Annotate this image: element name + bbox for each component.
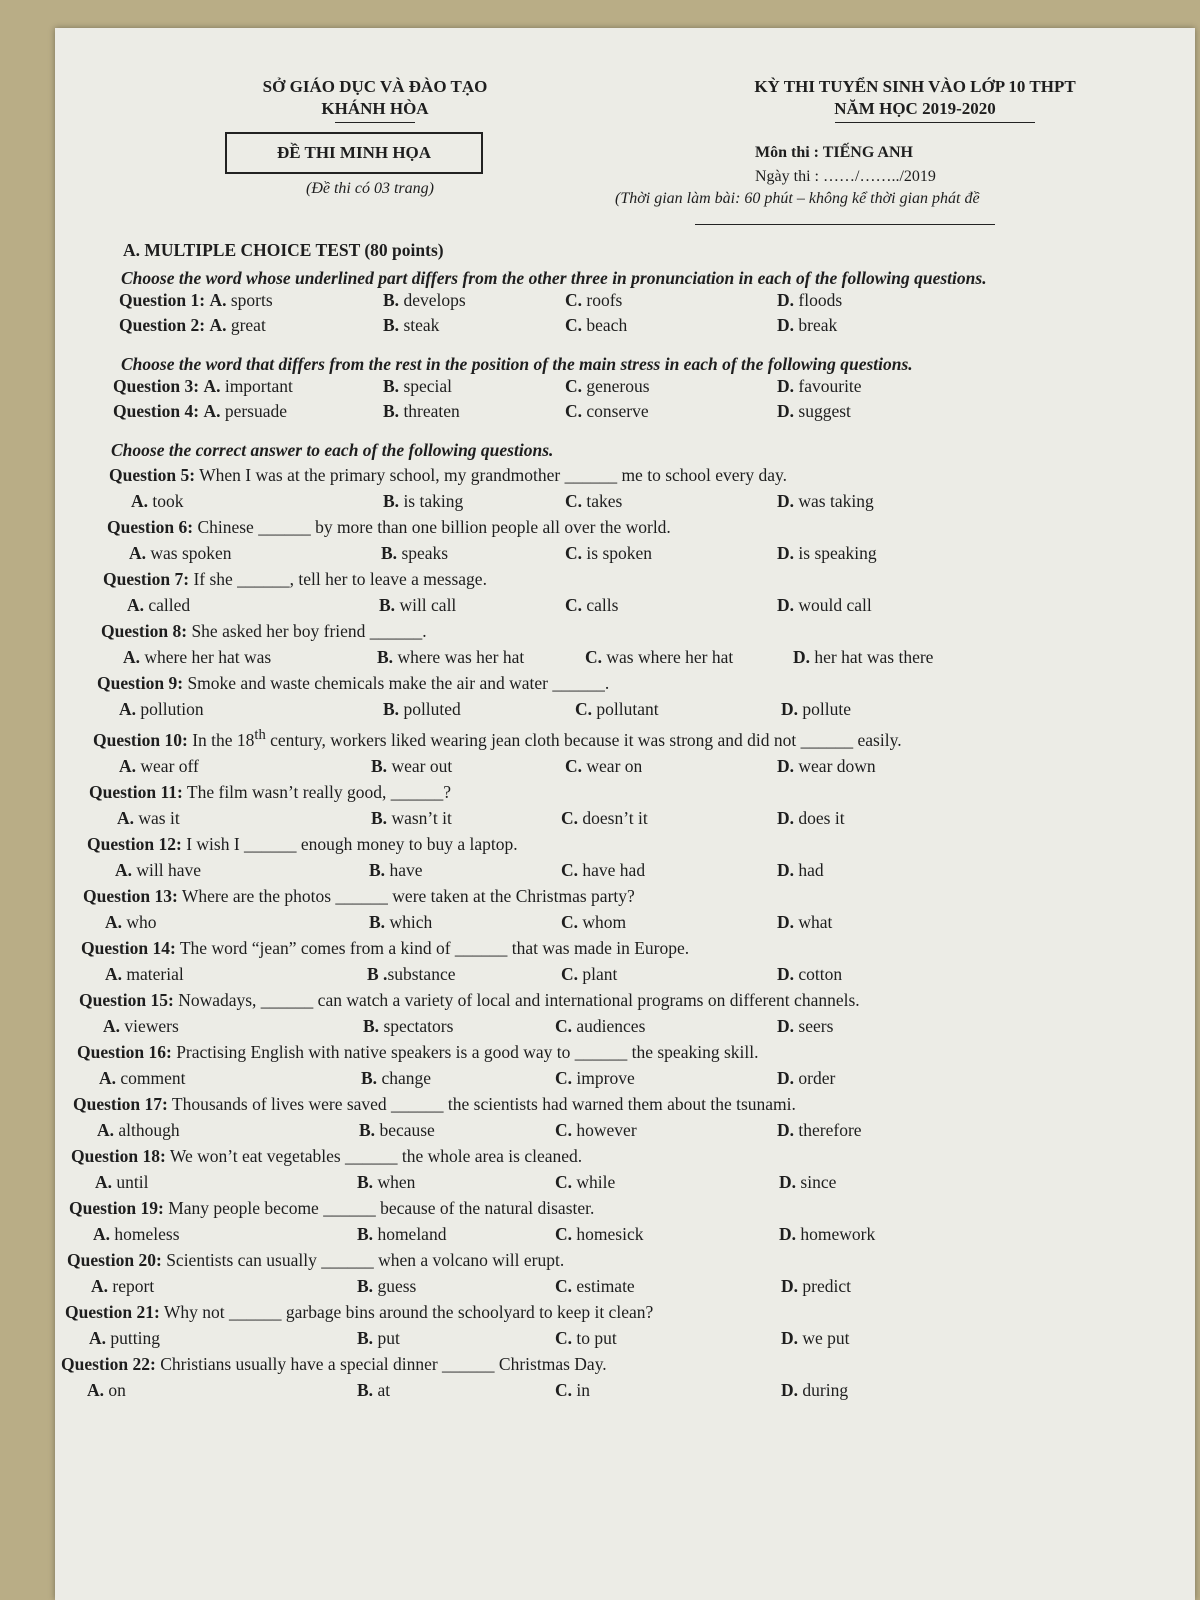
- question-stem: I wish I ______ enough money to buy a laptop.: [186, 833, 518, 854]
- department-header: [205, 76, 545, 123]
- option-d: D. suggest: [777, 401, 851, 421]
- option-d: D. during: [781, 1379, 849, 1400]
- option-b: B. homeland: [357, 1223, 447, 1244]
- option-c: C. wear on: [565, 755, 643, 776]
- option-c: C. while: [555, 1171, 616, 1192]
- question-9: [65, 670, 1185, 722]
- question-label: Question 19:: [69, 1197, 164, 1218]
- question-4: [65, 401, 1185, 426]
- question-stem: Many people become ______ because of the natural disaster.: [168, 1197, 595, 1218]
- option-b: B. because: [359, 1119, 435, 1140]
- option-c: C. homesick: [555, 1223, 644, 1244]
- option-c: C. plant: [561, 963, 618, 984]
- option-c: C. generous: [565, 376, 650, 396]
- option-c: C. estimate: [555, 1275, 635, 1296]
- draft-exam-label: ĐỀ THI MINH HỌA: [225, 132, 483, 174]
- option-b: B. where was her hat: [377, 647, 525, 667]
- question-label: Question 1:: [119, 290, 206, 310]
- option-d: D. is speaking: [777, 543, 877, 563]
- option-c: C. roofs: [565, 290, 623, 310]
- option-b: B. when: [357, 1171, 416, 1192]
- question-label: Question 17:: [73, 1093, 168, 1114]
- option-a: A. persuade: [203, 401, 288, 421]
- question-stem: If she ______, tell her to leave a message.: [193, 569, 487, 589]
- option-a: A. was spoken: [129, 543, 232, 563]
- option-c: C. pollutant: [575, 699, 659, 719]
- option-b: B. will call: [379, 595, 457, 615]
- option-b: B. change: [361, 1067, 431, 1088]
- question-16: [65, 1039, 1185, 1091]
- question-stem: Practising English with native speakers is a good way to ______ the speaking skill.: [176, 1041, 759, 1062]
- option-b: B. develops: [383, 290, 466, 310]
- department-name: SỞ GIÁO DỤC VÀ ĐÀO TẠO: [262, 77, 488, 96]
- question-label: Question 20:: [67, 1249, 162, 1270]
- option-a: A. who: [105, 911, 157, 932]
- option-d: D. seers: [777, 1015, 834, 1036]
- question-6: [65, 514, 1185, 566]
- option-c: C. takes: [565, 491, 623, 511]
- option-c: C. to put: [555, 1327, 617, 1348]
- question-19: [65, 1195, 1185, 1247]
- option-d: D. her hat was there: [793, 647, 934, 667]
- option-c: C. doesn’t it: [561, 807, 648, 828]
- option-b: B. steak: [383, 315, 440, 335]
- question-stem: Where are the photos ______ were taken at the Christmas party?: [181, 885, 635, 906]
- question-label: Question 4:: [113, 401, 200, 421]
- question-stem-start: In the 18: [192, 729, 255, 750]
- question-label: Question 12:: [87, 833, 182, 854]
- option-b: B. speaks: [381, 543, 449, 563]
- option-d: D. had: [777, 859, 824, 880]
- question-8: [65, 618, 1185, 670]
- option-d: D. homework: [779, 1223, 876, 1244]
- option-d: D. we put: [781, 1327, 850, 1348]
- question-stem: When I was at the primary school, my grandmother ______ me to school every day.: [199, 465, 787, 485]
- option-a: A. although: [97, 1119, 180, 1140]
- option-b: B. is taking: [383, 491, 464, 511]
- option-b: B. which: [369, 911, 433, 932]
- option-a: A. viewers: [103, 1015, 179, 1036]
- option-a: A. great: [209, 315, 266, 335]
- question-stem-end: century, workers liked wearing jean cloth because it was strong and did not ______ easily.: [265, 729, 902, 750]
- question-20: [65, 1247, 1185, 1299]
- instruction-stress: Choose the word that differs from the rest in the position of the main stress in each of the following questions.: [121, 354, 913, 374]
- option-b: B. wear out: [371, 755, 453, 776]
- option-d: D. break: [777, 315, 838, 335]
- question-11: [65, 779, 1185, 831]
- option-c: C. was where her hat: [585, 647, 734, 667]
- pages-note: (Đề thi có 03 trang): [306, 180, 434, 197]
- header-rule: [835, 122, 1035, 123]
- option-b: B. at: [357, 1379, 391, 1400]
- option-b: B .substance: [367, 963, 456, 984]
- time-note: (Thời gian làm bài: 60 phút – không kể thời gian phát đề: [615, 190, 980, 207]
- question-label: Question 15:: [79, 989, 174, 1010]
- option-c: C. is spoken: [565, 543, 653, 563]
- option-d: D. was taking: [777, 491, 874, 511]
- question-13: [65, 883, 1185, 935]
- ordinal-suffix: th: [254, 727, 266, 743]
- question-label: Question 21:: [65, 1301, 160, 1322]
- option-d: D. cotton: [777, 963, 843, 984]
- option-a: A. putting: [89, 1327, 160, 1348]
- question-22: [61, 1351, 1185, 1403]
- exam-date: Ngày thi : ……/……../2019: [755, 168, 936, 185]
- school-year: NĂM HỌC 2019-2020: [834, 99, 996, 118]
- option-d: D. order: [777, 1067, 836, 1088]
- option-b: B. guess: [357, 1275, 417, 1296]
- option-a: A. important: [203, 376, 293, 396]
- option-a: A. where her hat was: [123, 647, 272, 667]
- option-d: D. predict: [781, 1275, 851, 1296]
- question-label: Question 5:: [109, 465, 196, 485]
- exam-content: [61, 238, 1185, 1403]
- option-a: A. called: [127, 595, 191, 615]
- question-label: Question 10:: [93, 729, 188, 750]
- subject-line: Môn thi : TIẾNG ANH: [755, 144, 913, 161]
- question-stem: Scientists can usually ______ when a volcano will erupt.: [166, 1249, 565, 1270]
- question-stem: Chinese ______ by more than one billion people all over the world.: [197, 517, 671, 537]
- option-c: C. in: [555, 1379, 591, 1400]
- option-d: D. wear down: [777, 755, 876, 776]
- option-a: A. on: [87, 1379, 126, 1400]
- option-d: D. would call: [777, 595, 872, 615]
- question-3: [65, 376, 1185, 401]
- option-a: A. was it: [117, 807, 180, 828]
- option-b: B. polluted: [383, 699, 461, 719]
- question-stem: Thousands of lives were saved ______ the scientists had warned them about the tsunami.: [171, 1093, 796, 1114]
- option-a: A. homeless: [93, 1223, 180, 1244]
- option-d: D. favourite: [777, 376, 862, 396]
- question-stem: The word “jean” comes from a kind of ______ that was made in Europe.: [175, 937, 690, 958]
- question-label: Question 9:: [97, 673, 184, 693]
- option-d: D. floods: [777, 290, 843, 310]
- option-c: C. conserve: [565, 401, 649, 421]
- question-label: Question 3:: [113, 376, 200, 396]
- option-a: A. comment: [99, 1067, 186, 1088]
- option-c: C. calls: [565, 595, 619, 615]
- option-a: A. pollution: [119, 699, 204, 719]
- option-c: C. audiences: [555, 1015, 646, 1036]
- option-b: B. threaten: [383, 401, 460, 421]
- option-b: B. have: [369, 859, 423, 880]
- question-18: [65, 1143, 1185, 1195]
- option-d: D. what: [777, 911, 833, 932]
- question-10: [65, 722, 1185, 779]
- question-12: [65, 831, 1185, 883]
- question-label: Question 14:: [81, 937, 176, 958]
- option-c: C. whom: [561, 911, 627, 932]
- option-a: A. report: [91, 1275, 155, 1296]
- question-label: Question 2:: [119, 315, 206, 335]
- question-14: [65, 935, 1185, 987]
- option-b: B. wasn’t it: [371, 807, 452, 828]
- question-5: [65, 462, 1185, 514]
- option-c: C. have had: [561, 859, 646, 880]
- question-2: [65, 315, 1185, 340]
- time-rule: [695, 224, 995, 225]
- option-d: D. therefore: [777, 1119, 862, 1140]
- option-c: C. beach: [565, 315, 628, 335]
- option-a: A. will have: [115, 859, 202, 880]
- option-c: C. improve: [555, 1067, 635, 1088]
- option-a: A. until: [95, 1171, 149, 1192]
- question-15: [65, 987, 1185, 1039]
- question-stem: Nowadays, ______ can watch a variety of local and international programs on different channels.: [178, 989, 860, 1010]
- option-c: C. however: [555, 1119, 637, 1140]
- section-title: A. MULTIPLE CHOICE TEST (80 points): [123, 240, 444, 260]
- header-rule: [335, 122, 415, 123]
- option-a: A. wear off: [119, 755, 199, 776]
- question-label: Question 18:: [71, 1145, 166, 1166]
- question-label: Question 16:: [77, 1041, 172, 1062]
- exam-header: [655, 76, 1175, 123]
- question-label: Question 22:: [61, 1353, 156, 1374]
- option-d: D. since: [779, 1171, 837, 1192]
- option-b: B. spectators: [363, 1015, 454, 1036]
- question-stem: The film wasn’t really good, ______?: [186, 781, 451, 802]
- exam-title: KỲ THI TUYỂN SINH VÀO LỚP 10 THPT: [754, 77, 1076, 96]
- option-b: B. special: [383, 376, 453, 396]
- question-stem: Christians usually have a special dinner ______ Christmas Day.: [160, 1353, 607, 1374]
- option-a: A. took: [131, 491, 184, 511]
- question-stem: She asked her boy friend ______.: [191, 621, 427, 641]
- question-label: Question 6:: [107, 517, 194, 537]
- option-b: B. put: [357, 1327, 400, 1348]
- province-name: KHÁNH HÒA: [321, 99, 429, 118]
- question-21: [65, 1299, 1185, 1351]
- question-stem: Smoke and waste chemicals make the air and water ______.: [187, 673, 610, 693]
- instruction-correct-answer: Choose the correct answer to each of the following questions.: [111, 440, 554, 460]
- question-label: Question 8:: [101, 621, 188, 641]
- option-d: D. pollute: [781, 699, 851, 719]
- question-stem: Why not ______ garbage bins around the schoolyard to keep it clean?: [163, 1301, 654, 1322]
- question-stem: We won’t eat vegetables ______ the whole area is cleaned.: [169, 1145, 583, 1166]
- instruction-pronunciation: Choose the word whose underlined part differs from the other three in pronunciation in each of the following questions.: [121, 268, 987, 288]
- option-a: A. material: [105, 963, 184, 984]
- question-label: Question 7:: [103, 569, 190, 589]
- option-d: D. does it: [777, 807, 845, 828]
- question-label: Question 13:: [83, 885, 178, 906]
- question-label: Question 11:: [89, 781, 183, 802]
- question-17: [65, 1091, 1185, 1143]
- option-a: A. sports: [209, 290, 273, 310]
- question-1: [65, 290, 1185, 315]
- question-7: [65, 566, 1185, 618]
